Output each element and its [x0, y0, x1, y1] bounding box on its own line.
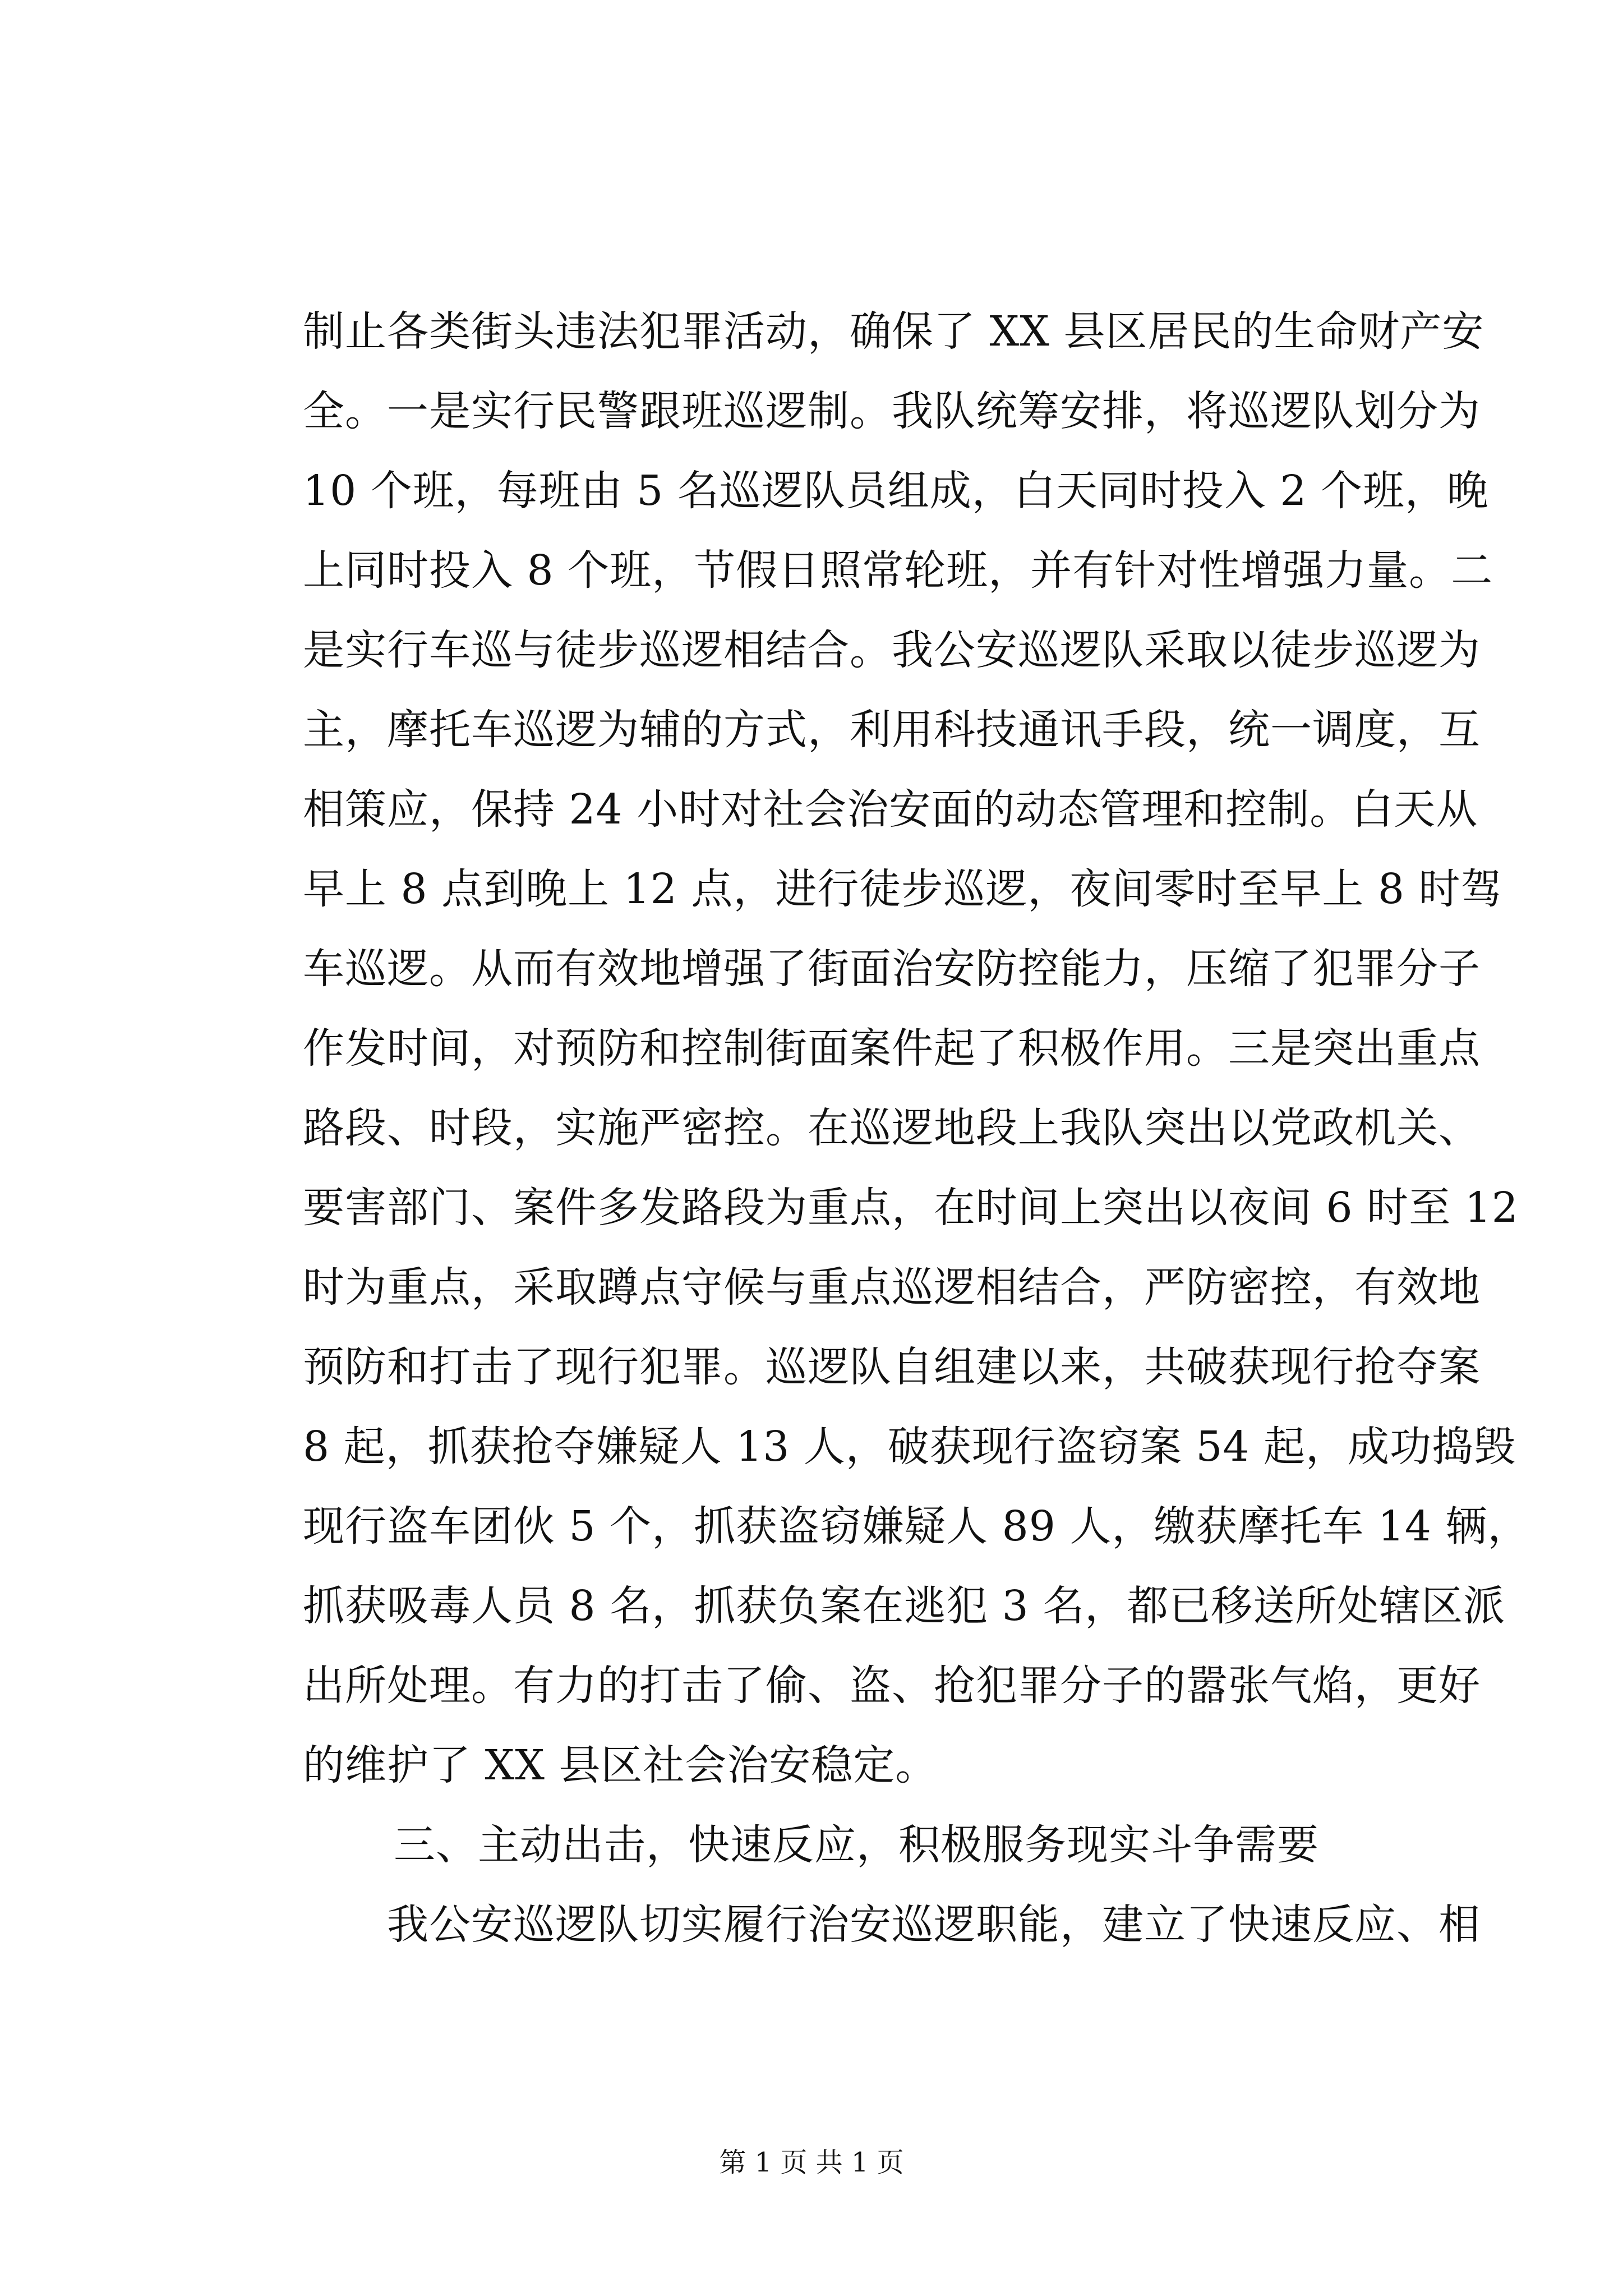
text-line: 车巡逻。从而有效地增强了街面治安防控能力，压缩了犯罪分子 [303, 945, 1481, 993]
text-line: 上同时投入 8 个班，节假日照常轮班，并有针对性增强力量。二 [303, 546, 1493, 595]
document-body [303, 292, 1530, 1964]
text-line: 预防和打击了现行犯罪。巡逻队自组建以来，共破获现行抢夺案 [303, 1343, 1481, 1391]
text-line: 出所处理。有力的打击了偷、盗、抢犯罪分子的嚣张气焰，更好 [303, 1662, 1481, 1710]
text-line: 制止各类街头违法犯罪活动，确保了 XX 县区居民的生命财产安 [303, 307, 1484, 356]
text-line: 现行盗车团伙 5 个，抓获盗窃嫌疑人 89 人，缴获摩托车 14 辆， [303, 1502, 1530, 1550]
text-line: 相策应，保持 24 小时对社会治安面的动态管理和控制。白天从 [303, 785, 1478, 834]
text-line: 路段、时段，实施严密控。在巡逻地段上我队突出以党政机关、 [303, 1104, 1481, 1152]
text-line: 主，摩托车巡逻为辅的方式，利用科技通讯手段，统一调度，互 [303, 706, 1481, 754]
text-line: 的维护了 XX 县区社会治安稳定。 [303, 1741, 938, 1789]
text-line: 抓获吸毒人员 8 名，抓获负案在逃犯 3 名，都已移送所处辖区派 [303, 1582, 1506, 1630]
text-line: 时为重点，采取蹲点守候与重点巡逻相结合，严防密控，有效地 [303, 1263, 1481, 1312]
text-line: 是实行车巡与徒步巡逻相结合。我公安巡逻队采取以徒步巡逻为 [303, 626, 1481, 674]
text-line: 作发时间，对预防和控制街面案件起了积极作用。三是突出重点 [303, 1024, 1481, 1073]
paragraph-start-line: 我公安巡逻队切实履行治安巡逻职能，建立了快速反应、相 [303, 1901, 1481, 1949]
page-footer: 第 1 页 共 1 页 [719, 2147, 904, 2178]
text-line: 全。一是实行民警跟班巡逻制。我队统筹安排，将巡逻队划分为 [303, 387, 1481, 435]
text-line: 8 起，抓获抢夺嫌疑人 13 人，破获现行盗窃案 54 起，成功捣毁 [303, 1423, 1516, 1471]
section-heading: 三、主动出击，快速反应，积极服务现实斗争需要 [310, 1821, 1319, 1869]
text-line: 早上 8 点到晚上 12 点，进行徒步巡逻，夜间零时至早上 8 时驾 [303, 865, 1503, 913]
text-line: 要害部门、案件多发路段为重点，在时间上突出以夜间 6 时至 12 [303, 1184, 1519, 1232]
text-line: 10 个班，每班由 5 名巡逻队员组成，白天同时投入 2 个班，晚 [303, 467, 1489, 515]
